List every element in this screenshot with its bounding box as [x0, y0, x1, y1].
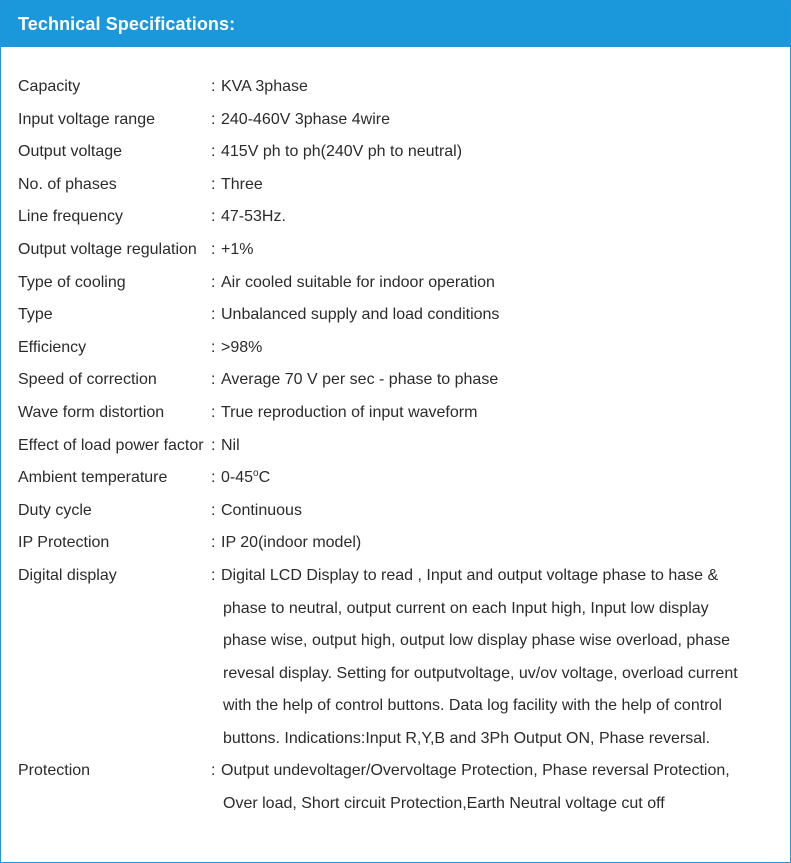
spec-value-text: Air cooled suitable for indoor operation [221, 273, 495, 291]
spec-value [221, 364, 498, 397]
spec-separator: : [211, 338, 216, 356]
spec-separator: : [211, 371, 216, 389]
spec-row [1, 71, 790, 104]
spec-label: Capacity [18, 78, 81, 95]
spec-row [1, 462, 790, 495]
spec-value-text: >98% [221, 338, 263, 356]
spec-label: Speed of correction [18, 371, 157, 389]
spec-row [1, 299, 790, 332]
spec-separator: : [211, 240, 216, 258]
spec-label: No. of phases [18, 175, 117, 193]
spec-value-unit: C [258, 469, 271, 487]
spec-label: Wave form distortion [18, 403, 165, 421]
spec-row [1, 527, 790, 560]
spec-value-line: revesal display. Setting for outputvoltage, uv/ov voltage, overload current [223, 664, 738, 682]
spec-label: Digital display [18, 566, 117, 584]
spec-label: Line frequency [18, 208, 123, 226]
spec-separator: : [211, 273, 216, 291]
spec-row [1, 234, 790, 267]
spec-value-text: 0-45 [221, 469, 254, 487]
spec-separator: : [211, 566, 216, 584]
spec-separator: : [211, 762, 216, 780]
spec-value [221, 527, 361, 560]
spec-label: Input voltage range [18, 110, 155, 128]
spec-row [1, 104, 790, 137]
spec-separator: : [211, 110, 216, 128]
spec-separator: : [211, 175, 216, 193]
spec-value-text: 47-53Hz. [221, 208, 286, 226]
degree-sign: o [253, 468, 259, 480]
spec-value [221, 495, 302, 528]
spec-value-line: buttons. Indications:Input R,Y,B and 3Ph Output ON, Phase reversal. [223, 729, 711, 747]
spec-value-text: +1% [221, 240, 254, 258]
spec-row [1, 332, 790, 365]
spec-value [221, 71, 308, 104]
spec-separator: : [211, 403, 216, 421]
spec-label: Output voltage [18, 143, 123, 161]
header-bar [1, 1, 790, 47]
spec-separator: : [211, 208, 216, 226]
spec-row [1, 397, 790, 430]
spec-label: Duty cycle [18, 501, 92, 519]
spec-separator: : [211, 78, 216, 95]
spec-label: IP Protection [18, 534, 110, 552]
spec-separator: : [211, 469, 216, 487]
spec-value-text: 240-460V 3phase 4wire [221, 110, 391, 128]
spec-value-text: Average 70 V per sec - phase to phase [221, 371, 499, 389]
spec-row [1, 495, 790, 528]
spec-value [221, 234, 253, 267]
spec-value [221, 201, 286, 234]
page-title: Technical Specifications: [18, 14, 236, 34]
spec-label: Type of cooling [18, 273, 126, 291]
spec-separator: : [211, 306, 216, 324]
spec-separator: : [211, 436, 216, 454]
spec-separator: : [211, 501, 216, 519]
spec-value-text: 415V ph to ph(240V ph to neutral) [221, 143, 463, 161]
spec-separator: : [211, 143, 216, 161]
spec-value-text: Nil [221, 436, 240, 454]
spec-label: Ambient temperature [18, 469, 168, 487]
spec-value-text: KVA 3phase [221, 78, 308, 95]
spec-row [1, 755, 790, 788]
spec-row [1, 201, 790, 234]
spec-value-continuation [1, 658, 790, 691]
spec-row [1, 560, 790, 593]
spec-row [1, 169, 790, 202]
spec-value-text: Three [221, 175, 263, 193]
spec-value-continuation [1, 788, 790, 821]
spec-row [1, 430, 790, 463]
spec-label: Protection [18, 762, 91, 780]
spec-label: Effect of load power factor [18, 436, 204, 454]
spec-value [221, 430, 240, 463]
spec-row [1, 136, 790, 169]
spec-value-text: Unbalanced supply and load conditions [221, 306, 500, 324]
spec-value-text: Output undevoltager/Overvoltage Protection, Phase reversal Protection, [221, 762, 730, 780]
spec-value-line: Over load, Short circuit Protection,Earth Neutral voltage cut off [223, 795, 665, 813]
spec-list [1, 71, 790, 821]
spec-value-text: True reproduction of input waveform [221, 403, 478, 421]
spec-value [221, 104, 390, 137]
spec-row [1, 267, 790, 300]
spec-label: Type [18, 306, 53, 324]
spec-value-text: Digital LCD Display to read , Input and output voltage phase to hase & [221, 566, 719, 584]
spec-value-text: IP 20(indoor model) [221, 534, 362, 552]
spec-value [221, 169, 263, 202]
spec-label: Output voltage regulation [18, 240, 197, 258]
spec-value [221, 755, 730, 788]
spec-value [221, 397, 477, 430]
spec-label: Efficiency [18, 338, 87, 356]
spec-value-text: Continuous [221, 501, 302, 519]
spec-value [221, 136, 462, 169]
spec-value-continuation [1, 593, 790, 626]
spec-value-line: with the help of control buttons. Data log facility with the help of control [223, 697, 722, 715]
spec-row [1, 364, 790, 397]
spec-value-continuation [1, 625, 790, 658]
spec-value [221, 560, 718, 593]
spec-value-continuation [1, 723, 790, 756]
spec-value [221, 299, 499, 332]
spec-value [221, 267, 495, 300]
spec-value [221, 462, 270, 495]
spec-value-line: phase to neutral, output current on each Input high, Input low display [223, 599, 709, 617]
spec-separator: : [211, 534, 216, 552]
spec-value [221, 332, 262, 365]
spec-value-continuation [1, 690, 790, 723]
spec-value-line: phase wise, output high, output low display phase wise overload, phase [223, 632, 730, 650]
